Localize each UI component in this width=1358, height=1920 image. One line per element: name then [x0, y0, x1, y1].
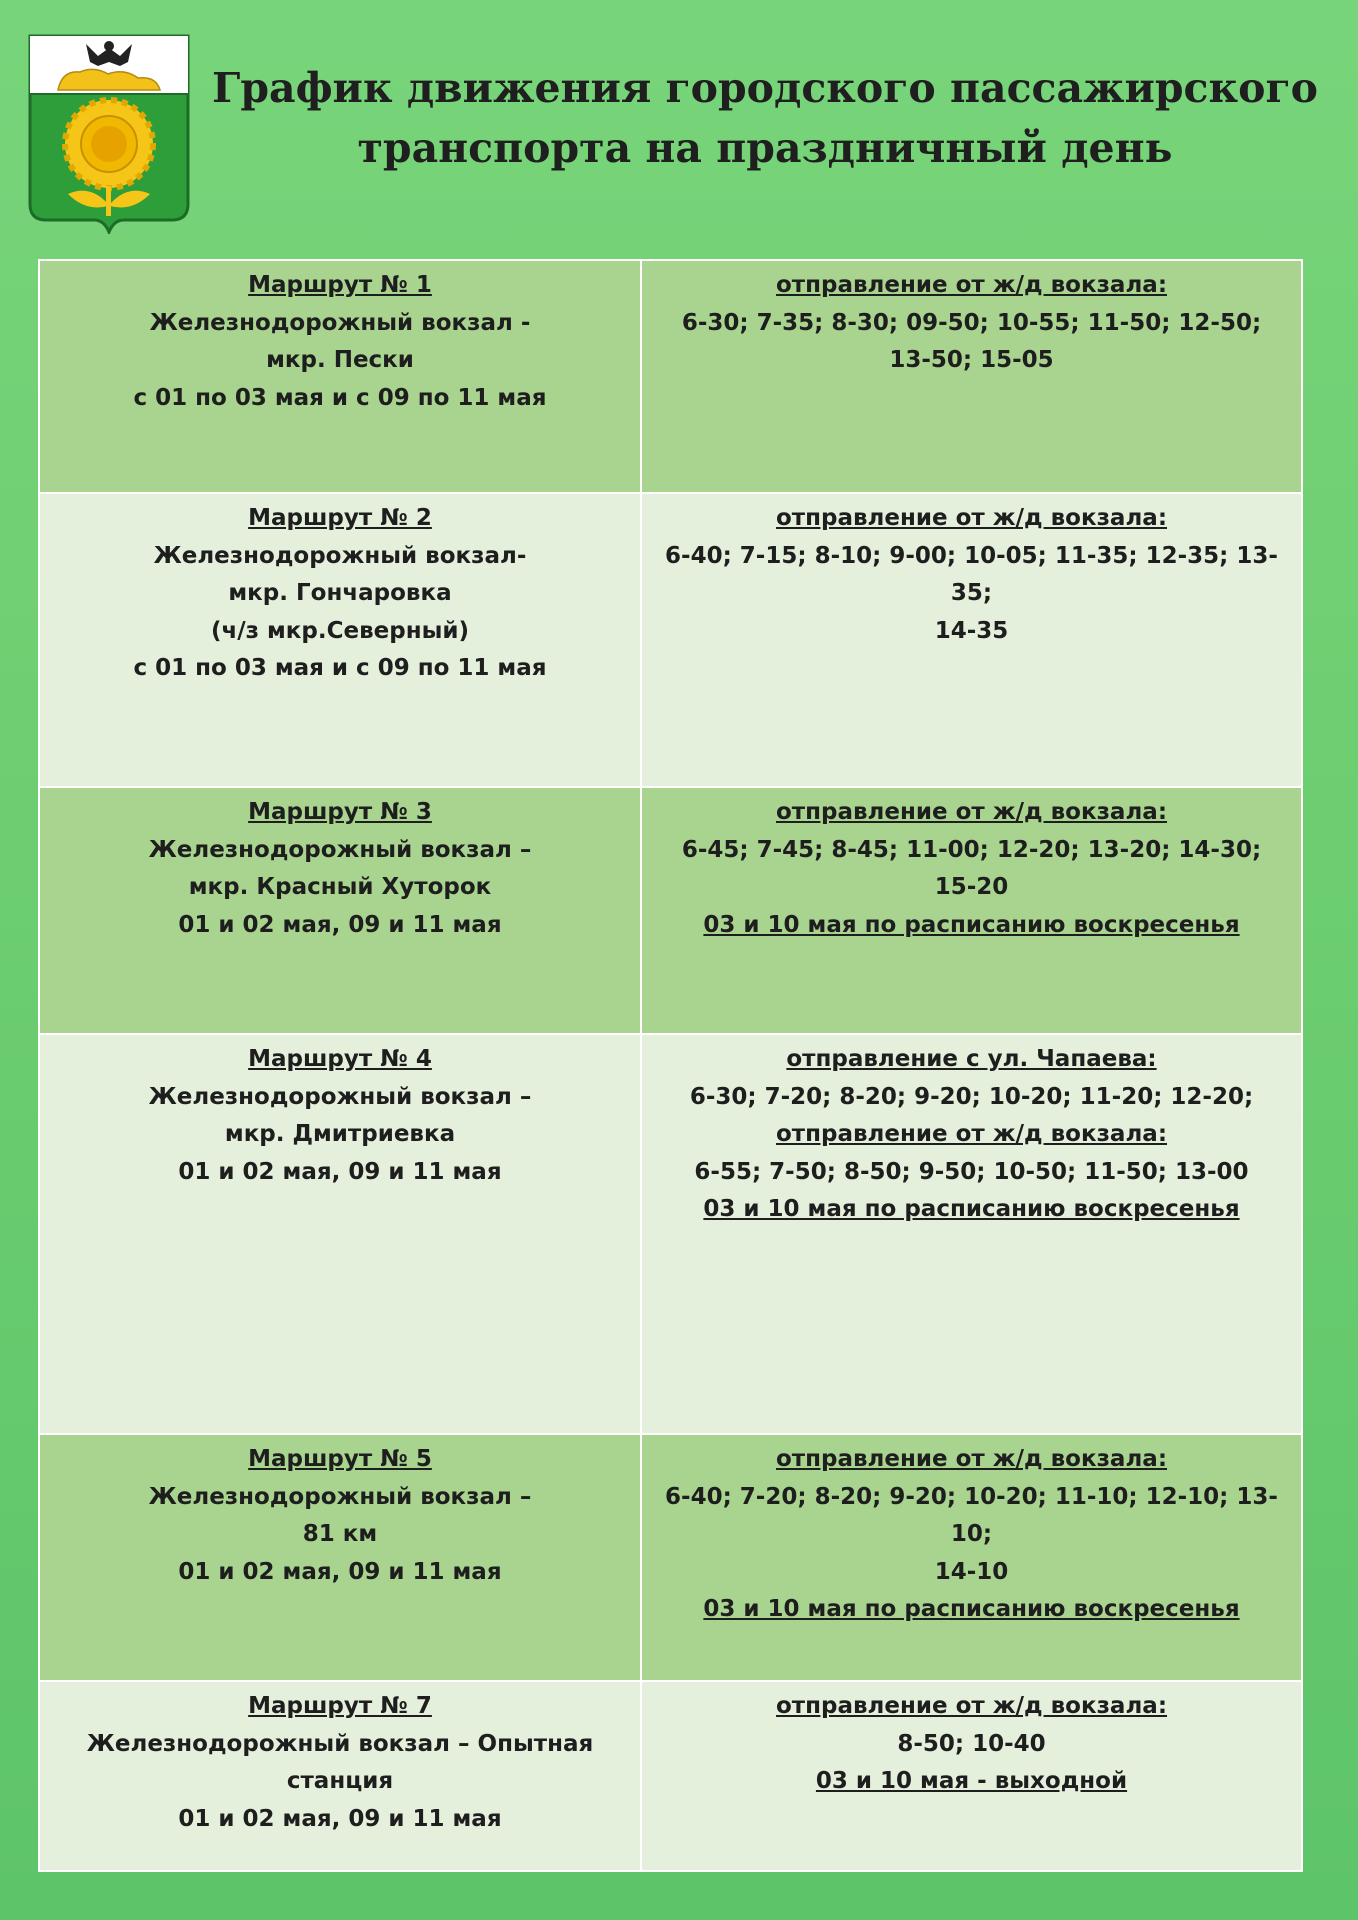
- table-row-route-5: [39, 1434, 1302, 1681]
- table-row-route-7: [39, 1681, 1302, 1871]
- route-line: станция: [286, 1768, 394, 1794]
- route-info-cell: [39, 1034, 641, 1434]
- schedule-line: 03 и 10 мая по расписанию воскресенья: [703, 1596, 1240, 1622]
- route-number: Маршрут № 3: [248, 799, 432, 825]
- schedule-line: 13-50; 15-05: [889, 347, 1054, 373]
- schedule-line: 6-40; 7-20; 8-20; 9-20; 10-20; 11-10; 12-10; 13-10;: [665, 1483, 1278, 1547]
- route-line: Железнодорожный вокзал –: [148, 836, 532, 863]
- route-line: 01 и 02 мая, 09 и 11 мая: [178, 1805, 502, 1832]
- table-row-route-1: [39, 260, 1302, 493]
- departure-times-cell: [641, 787, 1302, 1034]
- route-line: мкр. Дмитриевка: [224, 1121, 456, 1147]
- schedule-line: отправление от ж/д вокзала:: [775, 272, 1168, 298]
- departure-times-cell: [641, 493, 1302, 787]
- route-line: мкр. Красный Хуторок: [188, 874, 492, 900]
- route-line: Железнодорожный вокзал – Опытная: [86, 1730, 594, 1757]
- route-line: 01 и 02 мая, 09 и 11 мая: [178, 1158, 502, 1185]
- schedule-line: отправление с ул. Чапаева:: [786, 1046, 1157, 1072]
- route-line: 01 и 02 мая, 09 и 11 мая: [178, 911, 502, 938]
- route-line: Железнодорожный вокзал -: [149, 309, 531, 336]
- schedule-line: 15-20: [934, 874, 1009, 900]
- route-line: Железнодорожный вокзал –: [148, 1483, 532, 1510]
- schedule-line: 03 и 10 мая - выходной: [815, 1768, 1128, 1794]
- route-line: с 01 по 03 мая и с 09 по 11 мая: [133, 384, 547, 411]
- route-info-cell: [39, 1681, 641, 1871]
- schedule-line: отправление от ж/д вокзала:: [775, 799, 1168, 825]
- route-line: Железнодорожный вокзал –: [148, 1083, 532, 1110]
- departure-times-cell: [641, 1434, 1302, 1681]
- schedule-table: [38, 259, 1303, 1872]
- route-line: Железнодорожный вокзал-: [153, 542, 527, 569]
- route-line: с 01 по 03 мая и с 09 по 11 мая: [133, 655, 547, 681]
- schedule-line: отправление от ж/д вокзала:: [775, 1121, 1168, 1147]
- route-info-cell: [39, 787, 641, 1034]
- table-row-route-2: [39, 493, 1302, 787]
- route-number: Маршрут № 4: [248, 1046, 432, 1072]
- schedule-line: 6-40; 7-15; 8-10; 9-00; 10-05; 11-35; 12-35; 13-35;: [665, 542, 1278, 606]
- route-line: мкр. Гончаровка: [228, 580, 452, 606]
- schedule-line: 8-50; 10-40: [897, 1730, 1046, 1757]
- page-title-line-2: транспорта на праздничный день: [357, 124, 1173, 172]
- route-number: Маршрут № 1: [248, 272, 432, 298]
- schedule-line: 14-35: [934, 617, 1009, 644]
- page-title: [210, 58, 1320, 178]
- departure-times-cell: [641, 1034, 1302, 1434]
- schedule-line: 6-30; 7-35; 8-30; 09-50; 10-55; 11-50; 12-50;: [681, 309, 1262, 336]
- schedule-line: 6-45; 7-45; 8-45; 11-00; 12-20; 13-20; 14-30;: [681, 836, 1262, 863]
- route-line: 81 км: [302, 1521, 378, 1547]
- route-number: Маршрут № 2: [248, 505, 432, 531]
- schedule-line: 6-30; 7-20; 8-20; 9-20; 10-20; 11-20; 12-20;: [689, 1083, 1254, 1110]
- departure-times-cell: [641, 260, 1302, 493]
- coat-of-arms: [28, 34, 190, 234]
- page-title-line-1: График движения городского пассажирского: [212, 64, 1318, 112]
- schedule-line: 03 и 10 мая по расписанию воскресенья: [703, 1196, 1240, 1222]
- schedule-line: отправление от ж/д вокзала:: [775, 1446, 1168, 1472]
- route-info-cell: [39, 260, 641, 493]
- table-row-route-3: [39, 787, 1302, 1034]
- route-info-cell: [39, 493, 641, 787]
- table-row-route-4: [39, 1034, 1302, 1434]
- sunflower-coat-of-arms-icon: [28, 34, 190, 234]
- route-info-cell: [39, 1434, 641, 1681]
- schedule-line: 6-55; 7-50; 8-50; 9-50; 10-50; 11-50; 13-00: [694, 1158, 1249, 1185]
- schedule-line: отправление от ж/д вокзала:: [775, 505, 1168, 531]
- departure-times-cell: [641, 1681, 1302, 1871]
- route-line: мкр. Пески: [266, 347, 414, 373]
- route-number: Маршрут № 5: [248, 1446, 432, 1472]
- schedule-line: 03 и 10 мая по расписанию воскресенья: [703, 911, 1240, 938]
- route-number: Маршрут № 7: [248, 1693, 432, 1719]
- route-line: (ч/з мкр.Северный): [210, 617, 470, 644]
- route-line: 01 и 02 мая, 09 и 11 мая: [178, 1558, 502, 1585]
- schedule-line: отправление от ж/д вокзала:: [775, 1693, 1168, 1719]
- schedule-line: 14-10: [934, 1558, 1009, 1585]
